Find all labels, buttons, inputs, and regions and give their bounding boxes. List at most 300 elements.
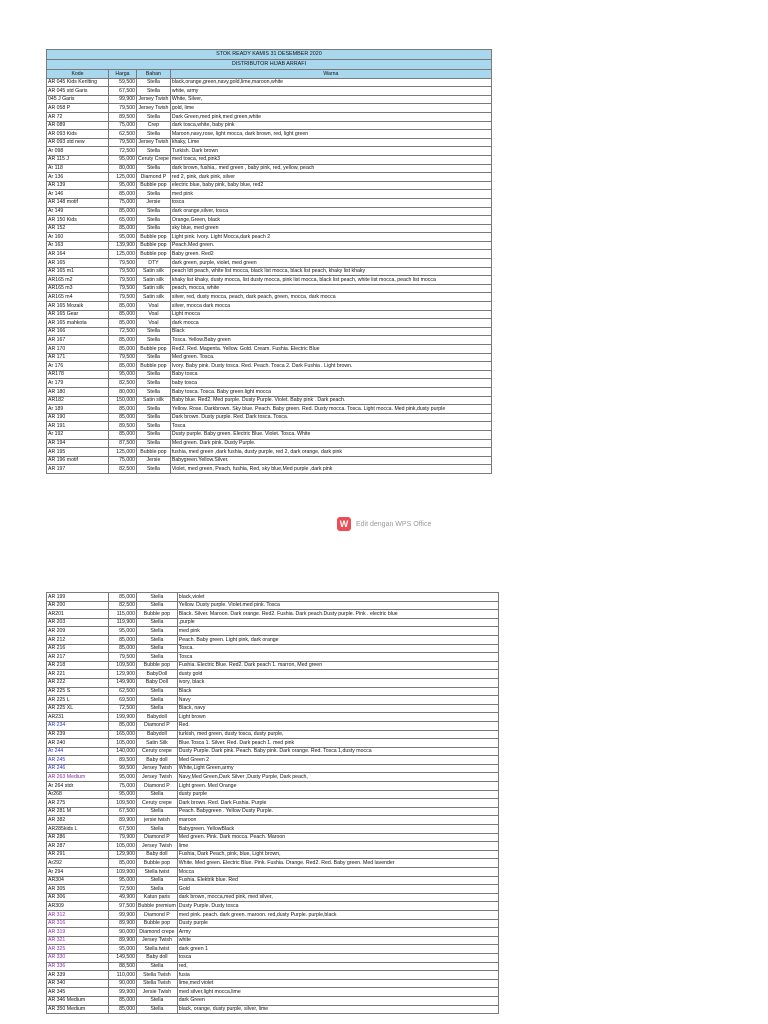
item-material: Baby doll	[137, 953, 178, 962]
table-row	[47, 988, 499, 997]
table-row	[47, 601, 499, 610]
table-row	[47, 696, 499, 705]
item-material: Stella	[137, 224, 171, 233]
item-price: 95,000	[109, 790, 137, 799]
item-code: AR 152	[47, 224, 109, 233]
item-code: Ar 118	[47, 164, 109, 173]
item-colors: White. Med green. Electric Blue. Pink. Fushia. Orange. Red2. Red. Baby green. Med lavender	[177, 859, 498, 868]
item-colors: silver, mocca dark mocca	[170, 302, 491, 311]
item-price: 87,500	[109, 439, 137, 448]
item-material: Diamond P	[137, 833, 178, 842]
item-code: Ar 244	[47, 747, 109, 756]
table-row	[47, 370, 492, 379]
item-code: AR231	[47, 713, 109, 722]
item-code: AR 382	[47, 816, 109, 825]
table-row	[47, 807, 499, 816]
table-row	[47, 405, 492, 414]
table-row	[47, 302, 492, 311]
item-colors: Tosca.	[177, 644, 498, 653]
item-material: Stella	[137, 687, 178, 696]
item-price: 75,000	[109, 456, 137, 465]
item-code: Ar 189	[47, 405, 109, 414]
item-material: Stella	[137, 130, 171, 139]
item-price: 95,000	[109, 627, 137, 636]
item-colors: Baby tosca	[170, 370, 491, 379]
table-row	[47, 996, 499, 1005]
table-row	[47, 678, 499, 687]
item-price: 95,000	[109, 773, 137, 782]
item-material: Stella	[137, 1005, 178, 1014]
item-code: AR 218	[47, 661, 109, 670]
table-row	[47, 747, 499, 756]
item-colors: white, army	[170, 87, 491, 96]
item-colors: Red2. Red. Magenta. Yellow. Gold. Cream. Fushia. Electric Blue	[170, 345, 491, 354]
item-price: 72,500	[109, 327, 137, 336]
item-code: AR 164	[47, 250, 109, 259]
item-code: Ar268	[47, 790, 109, 799]
item-colors: Maroon,navy,rose, light mocca, dark brown, red, light green	[170, 130, 491, 139]
item-colors: Mocca	[177, 868, 498, 877]
table-row	[47, 653, 499, 662]
item-code: AR 346 Medium	[47, 996, 109, 1005]
item-code: Ar 149	[47, 207, 109, 216]
item-material: Jersie	[137, 456, 171, 465]
table-row	[47, 919, 499, 928]
table-row	[47, 842, 499, 851]
item-colors: Light pink. Ivory. Light Mocca,dark peach 2	[170, 233, 491, 242]
item-colors: Baby green. Red2	[170, 250, 491, 259]
item-colors: Med green. Tosca.	[170, 353, 491, 362]
item-colors: baby tosca	[170, 379, 491, 388]
item-material: Ceruty Crepe	[138, 156, 169, 163]
item-price: 82,500	[109, 465, 137, 474]
table-row	[47, 259, 492, 268]
item-price: 79,500	[109, 284, 137, 293]
item-code: AR 191	[47, 422, 109, 431]
column-header-price: Harga	[109, 70, 137, 79]
item-code: AR285kids L	[47, 825, 109, 834]
table-row	[47, 782, 499, 791]
item-price: 88,500	[109, 962, 137, 971]
item-material: Jersey Twish	[137, 936, 178, 945]
table-row	[47, 448, 492, 457]
item-code: AR 216	[47, 644, 109, 653]
item-material: Baby doll	[137, 850, 178, 859]
item-colors: dark Green	[177, 996, 498, 1005]
table-row	[47, 962, 499, 971]
item-material: Stella	[137, 618, 178, 627]
item-price: 59,500	[109, 78, 137, 87]
table-row	[47, 730, 499, 739]
item-code: 045 J Garis	[47, 95, 109, 104]
item-price: 95,000	[109, 155, 137, 164]
item-price: 109,500	[109, 661, 137, 670]
item-material: Bubble pop	[137, 448, 171, 457]
item-colors: peach, mocca, white	[170, 284, 491, 293]
table-row	[47, 945, 499, 954]
item-colors: Tosca	[177, 653, 498, 662]
item-price: 85,000	[109, 190, 137, 199]
table-row	[47, 353, 492, 362]
item-code: AR309	[47, 902, 109, 911]
item-price: 80,000	[109, 387, 137, 396]
item-price: 105,000	[109, 739, 137, 748]
item-price: 79,900	[109, 833, 137, 842]
item-price: 75,000	[109, 198, 137, 207]
item-colors: Dark Green,med pink,med green,white	[170, 112, 491, 121]
item-code: AR 165	[47, 259, 109, 268]
item-material: Jersey Twish	[138, 139, 169, 146]
table-row	[47, 155, 492, 164]
table-row	[47, 928, 499, 937]
item-price: 89,900	[109, 816, 137, 825]
item-material: Stella	[137, 413, 171, 422]
table-row	[47, 164, 492, 173]
item-colors: Babygreen.Yellow.Silver.	[170, 456, 491, 465]
table-row	[47, 138, 492, 147]
item-colors: Black	[177, 687, 498, 696]
item-price: 99,900	[109, 910, 137, 919]
item-material: Baby doll	[137, 756, 178, 765]
item-price: 49,900	[109, 893, 137, 902]
item-price: 109,500	[109, 799, 137, 808]
item-material: Jersey Twish	[138, 96, 169, 103]
item-colors: Orange,Green, black	[170, 216, 491, 225]
item-code: AR 171	[47, 353, 109, 362]
item-code: AR 225 L	[47, 696, 109, 705]
item-code: AR 222	[47, 678, 109, 687]
item-material: Stella	[137, 593, 178, 602]
item-code: AR 190	[47, 413, 109, 422]
item-price: 67,500	[109, 87, 137, 96]
item-code: AR 195	[47, 448, 109, 457]
item-price: 85,000	[109, 362, 137, 371]
item-code: Ar 294	[47, 868, 109, 877]
item-colors: Black, navy	[177, 704, 498, 713]
item-colors: Ivory. Baby pink. Dusty tosca. Red. Peach. Tosca 2. Dark Fushia . Light brown.	[170, 362, 491, 371]
item-material: Stella	[137, 653, 178, 662]
table-row	[47, 953, 499, 962]
item-material: Satin silk	[137, 396, 171, 405]
item-code: AR 058 P	[47, 104, 109, 113]
item-code: AR 305	[47, 885, 109, 894]
column-header-colors: Warna	[170, 70, 491, 79]
item-material: Stella	[137, 207, 171, 216]
item-material: Stella	[137, 644, 178, 653]
item-code: AR 245	[47, 756, 109, 765]
item-material: Stella	[137, 885, 178, 894]
wps-logo-icon: W	[337, 517, 351, 531]
wps-watermark-text: Edit dengan WPS Office	[356, 520, 432, 528]
table-row	[47, 773, 499, 782]
table-row	[47, 216, 492, 225]
item-price: 97,500	[109, 902, 137, 911]
item-code: AR 321	[47, 936, 109, 945]
item-price: 67,500	[109, 825, 137, 834]
item-material: Ceruty crepe	[137, 799, 178, 808]
item-code: AR 045 std Garis	[47, 87, 109, 96]
table-row	[47, 233, 492, 242]
item-code: AR 239	[47, 730, 109, 739]
table-row	[47, 190, 492, 199]
table-row	[47, 885, 499, 894]
item-colors: Dark brown. Dusty purple. Red. Dark tosca. Tosca.	[170, 413, 491, 422]
item-price: 105,000	[109, 842, 137, 851]
item-code: Ar 163	[47, 241, 109, 250]
table-row	[47, 876, 499, 885]
item-colors: Med Green 2	[177, 756, 498, 765]
table-row	[47, 825, 499, 834]
table-row	[47, 893, 499, 902]
item-price: 115,000	[109, 610, 137, 619]
item-code: AR 165 Mozaik	[47, 302, 109, 311]
item-colors: silver, red, dusty mocca, peach, dark peach, green, mocca, dark mocca	[170, 293, 491, 302]
item-colors: dark brown, mocca,med pink, med silver,	[177, 893, 498, 902]
item-colors: Fushia, Dark Peach, pink, blue, Light brown,	[177, 850, 498, 859]
item-colors: Dark brown. Red. Dark Fushia. Purple	[177, 799, 498, 808]
item-price: 95,000	[109, 233, 137, 242]
table-row	[47, 687, 499, 696]
item-price: 67,500	[109, 807, 137, 816]
item-price: 85,000	[109, 644, 137, 653]
item-price: 99,500	[109, 764, 137, 773]
table-row	[47, 121, 492, 130]
item-price: 99,900	[109, 988, 137, 997]
item-colors: dark mocca	[170, 319, 491, 328]
item-code: AR 306	[47, 893, 109, 902]
stock-table-1	[46, 49, 492, 474]
item-material: Stella Twish	[137, 979, 178, 988]
table-row	[47, 327, 492, 336]
item-colors: Tosca	[170, 422, 491, 431]
item-code: AR201	[47, 610, 109, 619]
table-row	[47, 618, 499, 627]
item-price: 89,500	[109, 756, 137, 765]
item-colors: Yellow. Dusty purple. Violet.med pink. Tosca	[177, 601, 498, 610]
item-code: Ar 098	[47, 147, 109, 156]
table-row	[47, 319, 492, 328]
item-material: Jersey Twish	[137, 773, 178, 782]
item-code: AR 200	[47, 601, 109, 610]
table-row	[47, 936, 499, 945]
item-price: 65,000	[109, 216, 137, 225]
item-code: Ar 179	[47, 379, 109, 388]
item-material: Katun paris	[137, 893, 178, 902]
item-price: 85,000	[109, 302, 137, 311]
item-code: AR 150 Kids	[47, 216, 109, 225]
item-price: 85,000	[109, 224, 137, 233]
item-colors: Yellow. Rose. Darkbrown. Sky blue. Peach. Baby green. Red. Dusty mocca. Tosca. Light mocca. Med pink,dusty purple	[170, 405, 491, 414]
item-code: AR 165 m1	[47, 267, 109, 276]
item-colors: Dusty purple. Baby green. Electric Blue. Violet. Tosca. White	[170, 430, 491, 439]
item-code: AR 196 motif	[47, 456, 109, 465]
item-price: 85,000	[109, 310, 137, 319]
item-colors: dusty gold	[177, 670, 498, 679]
table-row	[47, 362, 492, 371]
item-price: 72,500	[109, 885, 137, 894]
item-material: Stella	[137, 87, 171, 96]
item-price: 79,500	[109, 138, 137, 147]
item-material: Stella	[137, 601, 178, 610]
item-colors: black, orange, dusty purple, silver, lime	[177, 1005, 498, 1014]
item-colors: Red.	[177, 721, 498, 730]
item-price: 95,000	[109, 181, 137, 190]
item-price: 89,900	[109, 936, 137, 945]
item-colors: dusty purple	[177, 790, 498, 799]
item-price: 125,000	[109, 448, 137, 457]
item-code: AR 339	[47, 971, 109, 980]
item-material: Stella	[137, 962, 178, 971]
item-colors: dark green, purple, violet, med green	[170, 259, 491, 268]
item-colors: tosca	[177, 953, 498, 962]
item-code: AR 093 std new	[47, 138, 109, 147]
item-code: Ar 264 stdr	[47, 782, 109, 791]
table-row	[47, 430, 492, 439]
item-colors: Baby blue. Red2. Med purple. Dusty Purple. Violet. Baby pink . Dark peach.	[170, 396, 491, 405]
item-material: Stella	[137, 327, 171, 336]
item-colors: black,violet	[177, 593, 498, 602]
table-row	[47, 276, 492, 285]
item-code: AR 275	[47, 799, 109, 808]
item-material: Stella	[137, 370, 171, 379]
item-colors: white	[177, 936, 498, 945]
sheet-title: STOK READY KAMIS 31 DESEMBER 2020	[47, 50, 492, 60]
table-row	[47, 345, 492, 354]
item-price: 85,000	[109, 859, 137, 868]
table-row	[47, 293, 492, 302]
item-code: AR 336	[47, 962, 109, 971]
table-row	[47, 387, 492, 396]
item-code: AR 234	[47, 721, 109, 730]
item-price: 80,000	[109, 164, 137, 173]
item-colors: Violet, med green, Peach, fushia, Red, sky blue,Med purple ,dark pink	[170, 465, 491, 474]
table-row	[47, 859, 499, 868]
item-material: Stella	[137, 439, 171, 448]
item-material: Stella	[137, 379, 171, 388]
item-price: 125,000	[109, 173, 137, 182]
item-price: 139,900	[109, 241, 137, 250]
table-row	[47, 627, 499, 636]
item-code: AR 287	[47, 842, 109, 851]
item-colors: khaky, Lime	[170, 138, 491, 147]
wps-watermark[interactable]	[337, 517, 431, 531]
item-material: Crep	[137, 121, 171, 130]
item-code: AR 350 Medium	[47, 1005, 109, 1014]
item-colors: ,purple	[177, 618, 498, 627]
item-colors: White,Light Green,army	[177, 764, 498, 773]
item-price: 82,500	[109, 601, 137, 610]
table-row	[47, 833, 499, 842]
item-colors: Navy	[177, 696, 498, 705]
item-code: AR 166	[47, 327, 109, 336]
item-colors: Black. Silver. Maroon. Dark orange. Red2. Fushia. Dark peach.Dusty purple. Pink . electric blue	[177, 610, 498, 619]
item-material: Bubble pop	[137, 233, 171, 242]
table-row	[47, 670, 499, 679]
table-row	[47, 181, 492, 190]
table-row	[47, 971, 499, 980]
table-row	[47, 756, 499, 765]
item-code: AR 212	[47, 635, 109, 644]
item-code: AR165 m3	[47, 284, 109, 293]
table-row	[47, 173, 492, 182]
table-row	[47, 198, 492, 207]
item-material: Stella	[137, 635, 178, 644]
table-row	[47, 379, 492, 388]
item-price: 79,500	[109, 104, 137, 113]
item-material: Diamond crepe	[137, 928, 178, 937]
item-code: Ar 192	[47, 430, 109, 439]
item-material: Diamond P	[137, 173, 171, 182]
item-colors: lime	[177, 842, 498, 851]
item-colors: med pink	[170, 190, 491, 199]
item-price: 199,900	[109, 713, 137, 722]
item-price: 62,500	[109, 130, 137, 139]
item-material: Bubble pop	[137, 661, 178, 670]
item-price: 95,000	[109, 945, 137, 954]
item-colors: khaky list khaky, dusty mocca, list dusty mocca, pink list mocca, black list peach, white list mocca, peach list mocca	[170, 276, 491, 285]
item-code: AR 316	[47, 919, 109, 928]
item-colors: Med green. Dark pink. Dusty Purple.	[170, 439, 491, 448]
item-code: AR 291	[47, 850, 109, 859]
item-colors: fusia	[177, 971, 498, 980]
item-material: Stella	[137, 336, 171, 345]
item-material: Voal	[137, 310, 171, 319]
item-material: Stella	[137, 696, 178, 705]
title-row	[47, 50, 492, 60]
item-colors: Light green. Med Orange	[177, 782, 498, 791]
item-colors: sky blue, med green	[170, 224, 491, 233]
item-price: 85,000	[109, 1005, 137, 1014]
item-price: 85,000	[109, 593, 137, 602]
table-row	[47, 713, 499, 722]
item-material: Stella	[137, 704, 178, 713]
item-code: AR 167	[47, 336, 109, 345]
table-row	[47, 661, 499, 670]
table-row	[47, 336, 492, 345]
item-material: Stella	[137, 790, 178, 799]
table-row	[47, 112, 492, 121]
item-price: 75,000	[109, 121, 137, 130]
item-colors: Peach. Baby green. Light pink, dark orange	[177, 635, 498, 644]
item-colors: Turkish. Dark brown	[170, 147, 491, 156]
item-price: 85,000	[109, 996, 137, 1005]
item-material: Stella Twish	[137, 971, 178, 980]
item-price: 85,000	[109, 635, 137, 644]
item-colors: med pink	[177, 627, 498, 636]
item-colors: Army	[177, 928, 498, 937]
item-code: AR 246	[47, 764, 109, 773]
item-material: Stella twist	[137, 945, 178, 954]
item-code: AR 217	[47, 653, 109, 662]
table-row	[47, 1005, 499, 1014]
item-material: Jersey Twish	[137, 764, 178, 773]
item-code: AR 240	[47, 739, 109, 748]
item-code: AR 286	[47, 833, 109, 842]
item-material: Jersey Twish	[137, 842, 178, 851]
item-material: Bubble premium	[138, 902, 176, 909]
item-material: Stella	[137, 430, 171, 439]
item-material: Diamond P	[137, 910, 178, 919]
table-row	[47, 764, 499, 773]
table-row	[47, 95, 492, 104]
item-code: AR 089	[47, 121, 109, 130]
item-colors: dark tosca,white, baby pink	[170, 121, 491, 130]
item-colors: gold, lime	[170, 104, 491, 113]
table-row	[47, 465, 492, 474]
item-code: Ar 160	[47, 233, 109, 242]
table-row	[47, 310, 492, 319]
item-code: AR 115 J	[47, 155, 109, 164]
